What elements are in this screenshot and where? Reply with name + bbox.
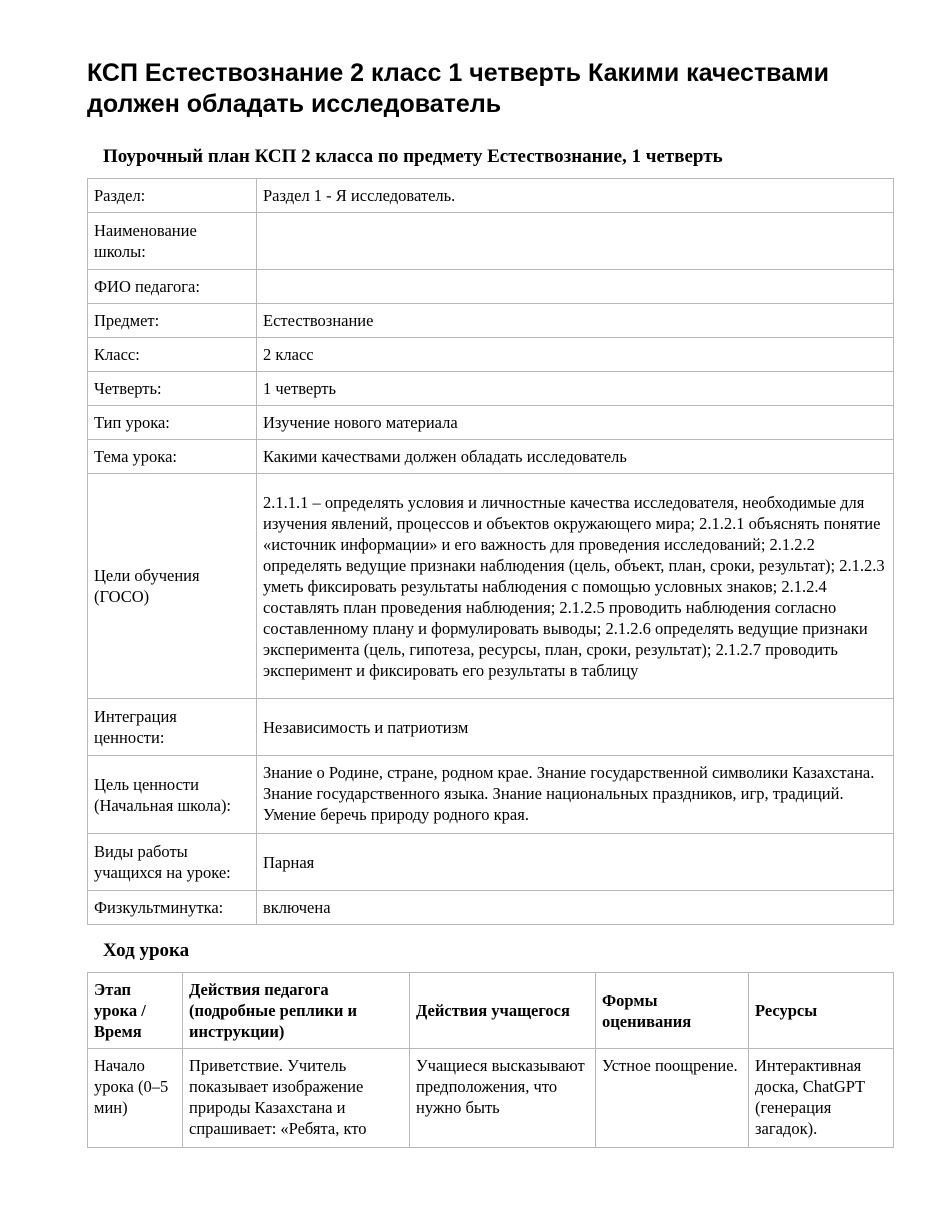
table-row [88, 440, 894, 474]
table-row [88, 338, 894, 372]
row-label: Цели обучения (ГОСО) [88, 474, 257, 699]
row-value [257, 270, 894, 304]
table-row [88, 891, 894, 925]
column-header: Этап урока / Время [88, 973, 183, 1049]
table-row [88, 406, 894, 440]
row-label: Цель ценности (Начальная школа): [88, 756, 257, 834]
table-row [88, 179, 894, 213]
row-value: Изучение нового материала [257, 406, 894, 440]
row-label: Предмет: [88, 304, 257, 338]
row-label: Физкультминутка: [88, 891, 257, 925]
table-row [88, 756, 894, 834]
lesson-heading: Ход урока [103, 940, 190, 961]
table-row [88, 304, 894, 338]
row-value: Независимость и патриотизм [257, 699, 894, 756]
row-value: включена [257, 891, 894, 925]
row-label: Наименование школы: [88, 213, 257, 270]
page-title: КСП Естествознание 2 класс 1 четверть Какими качествами должен обладать исследователь [87, 59, 829, 118]
table-cell: Приветствие. Учитель показывает изображение природы Казахстана и спрашивает: «Ребята, кто [183, 1049, 410, 1148]
table-row [88, 372, 894, 406]
table-header-row [88, 973, 894, 1049]
row-value: 1 четверть [257, 372, 894, 406]
table-cell: Устное поощрение. [596, 1049, 749, 1148]
row-label: Четверть: [88, 372, 257, 406]
column-header: Ресурсы [749, 973, 894, 1049]
lesson-flow-table [87, 972, 894, 1148]
row-label: ФИО педагога: [88, 270, 257, 304]
table-cell: Учащиеся высказывают предположения, что нужно быть [410, 1049, 596, 1148]
table-row [88, 699, 894, 756]
column-header: Формы оценивания [596, 973, 749, 1049]
row-value [257, 213, 894, 270]
row-value: Какими качествами должен обладать исследователь [257, 440, 894, 474]
row-label: Виды работы учащихся на уроке: [88, 834, 257, 891]
column-header: Действия учащегося [410, 973, 596, 1049]
row-label: Тип урока: [88, 406, 257, 440]
row-value: Знание о Родине, стране, родном крае. Знание государственной символики Казахстана. Знание государственного языка. Знание национальных праздников, игр, традиций. Умение беречь природу родного края. [257, 756, 894, 834]
row-label: Раздел: [88, 179, 257, 213]
lesson-info-table [87, 178, 894, 925]
row-value: 2 класс [257, 338, 894, 372]
table-row [88, 834, 894, 891]
table-row [88, 270, 894, 304]
row-label: Интеграция ценности: [88, 699, 257, 756]
plan-heading: Поурочный план КСП 2 класса по предмету Естествознание, 1 четверть [103, 146, 723, 167]
document-page [87, 58, 893, 1148]
table-row [88, 474, 894, 699]
table-row [88, 213, 894, 270]
row-value: Раздел 1 - Я исследователь. [257, 179, 894, 213]
row-value: Естествознание [257, 304, 894, 338]
row-value: Парная [257, 834, 894, 891]
table-cell: Интерактивная доска, ChatGPT (генерация загадок). [749, 1049, 894, 1148]
row-label: Класс: [88, 338, 257, 372]
row-value: 2.1.1.1 – определять условия и личностные качества исследователя, необходимые для изучения явлений, процессов и объектов окружающего мира; 2.1.2.1 объяснять понятие «источник информации» и его важность для проведения исследований; 2.1.2.2 определять ведущие признаки наблюдения (цель, объект, план, сроки, результат); 2.1.2.3 уметь фиксировать результаты наблюдения с помощью условных знаков; 2.1.2.4 составлять план проведения наблюдения; 2.1.2.5 проводить наблюдения согласно составленному плану и формулировать выводы; 2.1.2.6 определять ведущие признаки эксперимента (цель, гипотеза, ресурсы, план, сроки, результат); 2.1.2.7 проводить эксперимент и фиксировать его результаты в таблицу [257, 474, 894, 699]
table-row [88, 1049, 894, 1148]
column-header: Действия педагога (подробные реплики и инструкции) [183, 973, 410, 1049]
row-label: Тема урока: [88, 440, 257, 474]
table-cell: Начало урока (0–5 мин) [88, 1049, 183, 1148]
